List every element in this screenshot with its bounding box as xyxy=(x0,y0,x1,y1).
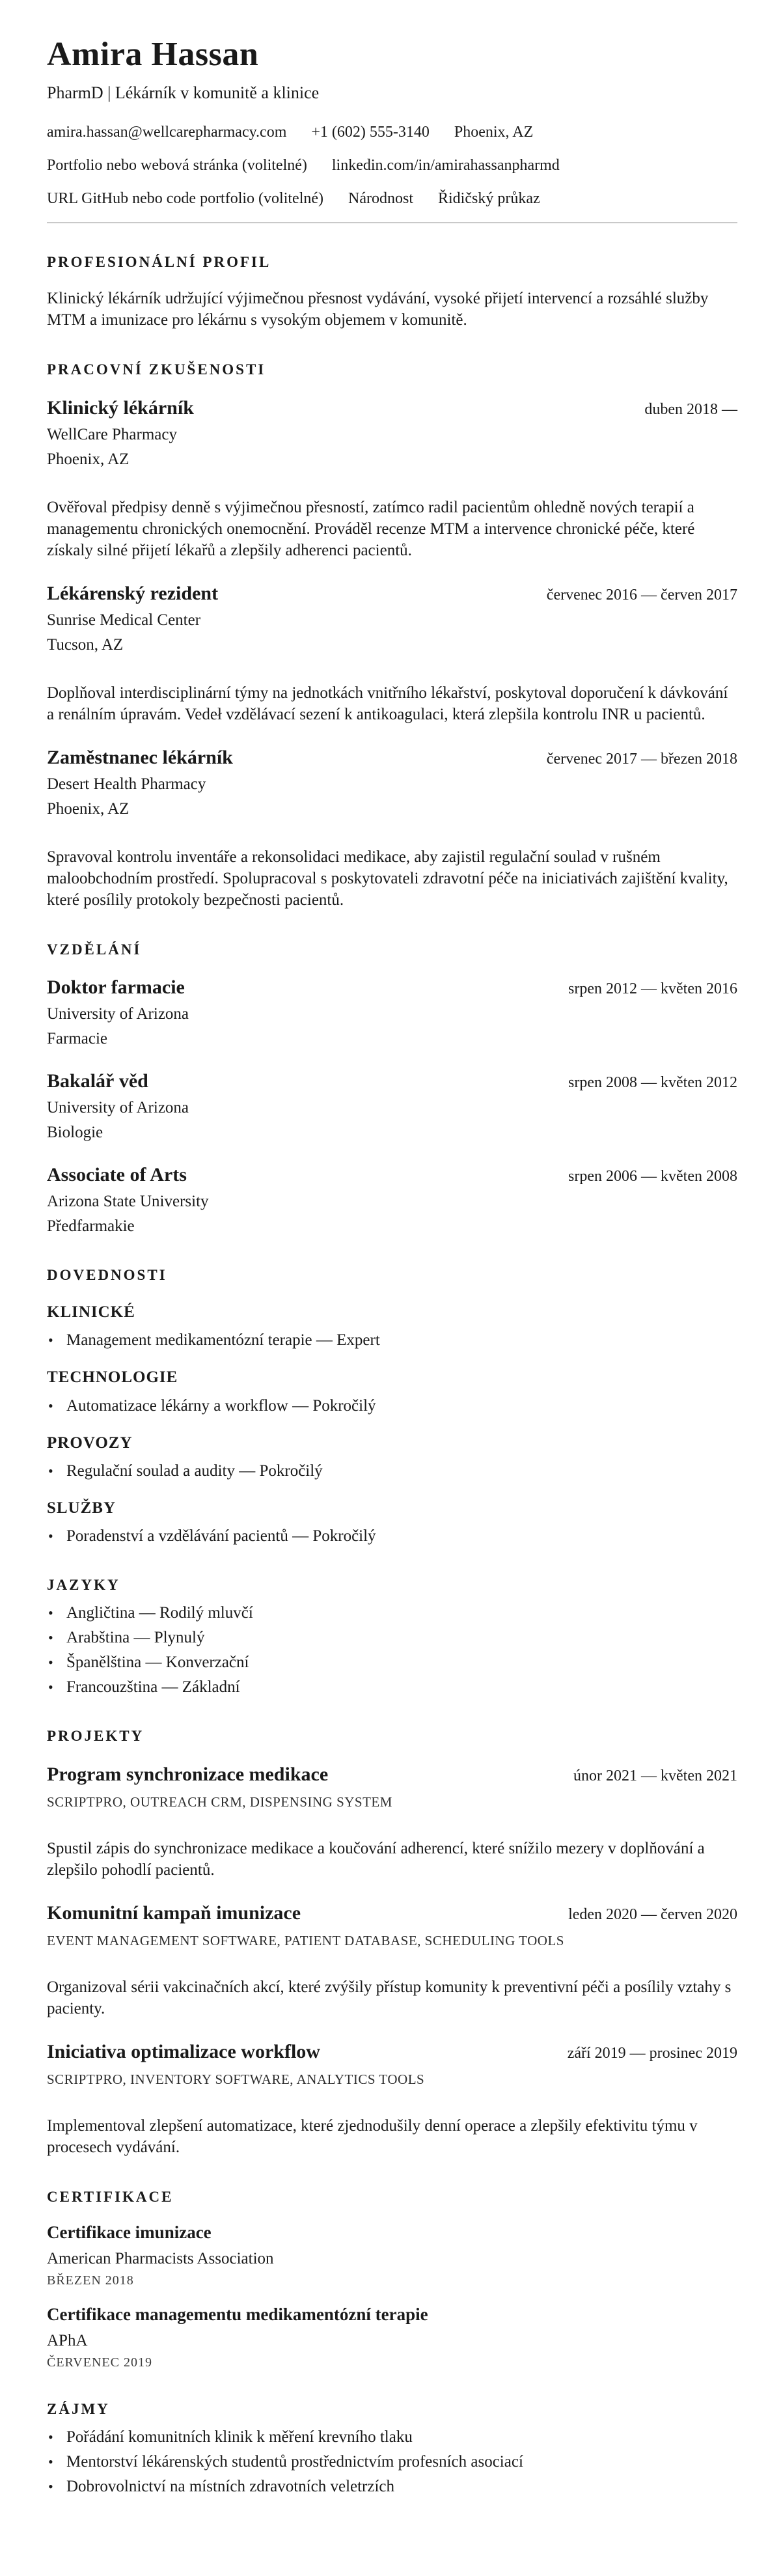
certification-entry xyxy=(47,2304,737,2370)
linkedin-text: linkedin.com/in/amirahassanpharmd xyxy=(331,156,560,174)
job-location: Phoenix, AZ xyxy=(47,799,130,818)
experience-heading: PRACOVNÍ ZKUŠENOSTI xyxy=(47,361,266,378)
project-header xyxy=(47,1902,737,1925)
degree-header xyxy=(47,1070,737,1093)
skill-group-operations: PROVOZY xyxy=(47,1433,133,1452)
job-entry xyxy=(47,746,737,911)
degree-dates: srpen 2012 — květen 2016 xyxy=(568,980,737,998)
section-interests xyxy=(47,2400,737,2497)
degree-entry xyxy=(47,1163,737,1236)
email-text: amira.hassan@wellcarepharmacy.com xyxy=(47,123,287,141)
project-description: Implementoval zlepšení automatizace, které zjednodušily denní operace a zlepšily efektivitu týmu v procesech vydávání. xyxy=(47,2116,698,2156)
job-title: Zaměstnanec lékárník xyxy=(47,746,233,768)
project-tools: EVENT MANAGEMENT SOFTWARE, PATIENT DATABASE, SCHEDULING TOOLS xyxy=(47,1932,564,1948)
skill-item: • Regulační soulad a audity — Pokročilý xyxy=(47,1461,737,1481)
contact-row-2 xyxy=(47,156,737,176)
contact-row-3 xyxy=(47,189,737,209)
certification-date: BŘEZEN 2018 xyxy=(47,2273,134,2288)
person-headline: PharmD | Lékárník v komunitě a klinice xyxy=(47,83,320,102)
project-dates: leden 2020 — červen 2020 xyxy=(568,1905,737,1923)
job-header xyxy=(47,396,737,420)
job-description: Ověřoval předpisy denně s výjimečnou přesností, zatímco radil pacientům ohledně nových terapií a managementu chronických onemocnění. Prováděl recenze MTM a intervence chronické péče, které získaly silné přijetí lékařů a zlepšily adherenci pacientů. xyxy=(47,498,695,559)
language-item: • Arabština — Plynulý xyxy=(47,1627,737,1648)
skill-item: • Poradenství a vzdělávání pacientů — Pokročilý xyxy=(47,1526,737,1546)
project-title: Iniciativa optimalizace workflow xyxy=(47,2040,320,2062)
project-description: Spustil zápis do synchronizace medikace a koučování adherencí, které snížilo mezery v doplňování a zlepšilo pohodlí pacientů. xyxy=(47,1839,705,1879)
profile-text: Klinický lékárník udržující výjimečnou přesnost vydávání, vysoké přijetí intervencí a rozsáhlé služby MTM a imunizace pro lékárnu s vysokým objemem v komunitě. xyxy=(47,289,709,329)
project-description: Organizoval sérii vakcinačních akcí, které zvýšily přístup komunity k preventivní péči a posílily vztahy s pacienty. xyxy=(47,1978,732,2017)
section-profile xyxy=(47,253,737,331)
job-location: Phoenix, AZ xyxy=(47,450,130,468)
skill-list xyxy=(47,1330,737,1350)
job-dates: duben 2018 — xyxy=(644,400,737,418)
project-entry xyxy=(47,2040,737,2158)
degree-dates: srpen 2008 — květen 2012 xyxy=(568,1074,737,1092)
skill-item: • Management medikamentózní terapie — Expert xyxy=(47,1330,737,1350)
resume-header xyxy=(47,35,737,223)
education-heading: VZDĚLÁNÍ xyxy=(47,941,142,958)
job-header xyxy=(47,582,737,605)
degree-title: Associate of Arts xyxy=(47,1164,187,1186)
github-placeholder-text: URL GitHub nebo code portfolio (volitelné) xyxy=(47,189,324,207)
certification-title: Certifikace managementu medikamentózní terapie xyxy=(47,2305,428,2325)
job-entry xyxy=(47,396,737,561)
skill-item: • Automatizace lékárny a workflow — Pokročilý xyxy=(47,1396,737,1416)
profile-heading: PROFESIONÁLNÍ PROFIL xyxy=(47,254,271,271)
skill-list xyxy=(47,1461,737,1481)
language-item: • Španělština — Konverzační xyxy=(47,1652,737,1672)
phone-text: +1 (602) 555-3140 xyxy=(311,123,430,141)
interest-list xyxy=(47,2427,737,2497)
person-name: Amira Hassan xyxy=(47,36,259,73)
degree-dates: srpen 2006 — květen 2008 xyxy=(568,1168,737,1185)
section-certifications xyxy=(47,2188,737,2370)
project-entry xyxy=(47,1763,737,1881)
certification-entry xyxy=(47,2222,737,2288)
section-projects xyxy=(47,1727,737,2158)
job-entry xyxy=(47,582,737,725)
certification-issuer: American Pharmacists Association xyxy=(47,2250,274,2268)
skill-group-clinical: KLINICKÉ xyxy=(47,1303,135,1322)
degree-field: Biologie xyxy=(47,1124,103,1142)
degree-entry xyxy=(47,1070,737,1143)
job-description: Spravoval kontrolu inventáře a rekonsolidaci medikace, aby zajistil regulační soulad v rušném maloobchodním prostředí. Spolupracoval s poskytovateli zdravotní péče na iniciativách zajištění kvality, které posílily protokoly bezpečnosti pacientů. xyxy=(47,848,728,909)
job-title: Klinický lékárník xyxy=(47,396,194,419)
section-skills xyxy=(47,1266,737,1546)
projects-heading: PROJEKTY xyxy=(47,1727,144,1744)
language-list xyxy=(47,1603,737,1697)
section-experience xyxy=(47,361,737,911)
drivers-license-text: Řidičský průkaz xyxy=(438,189,540,207)
interest-item: • Mentorství lékárenských studentů prostřednictvím profesních asociací xyxy=(47,2452,737,2472)
project-title: Program synchronizace medikace xyxy=(47,1763,329,1785)
contact-row-1 xyxy=(47,122,737,143)
degree-entry xyxy=(47,976,737,1049)
job-title: Lékárenský rezident xyxy=(47,582,219,604)
project-entry xyxy=(47,1902,737,2019)
job-company: WellCare Pharmacy xyxy=(47,425,177,443)
degree-field: Předfarmakie xyxy=(47,1217,135,1236)
degree-school: University of Arizona xyxy=(47,1099,189,1117)
skill-group-services: SLUŽBY xyxy=(47,1499,116,1517)
project-header xyxy=(47,1763,737,1786)
job-dates: červenec 2017 — březen 2018 xyxy=(546,750,737,768)
job-header xyxy=(47,746,737,769)
certification-title: Certifikace imunizace xyxy=(47,2223,212,2243)
section-languages xyxy=(47,1576,737,1697)
skill-list xyxy=(47,1526,737,1546)
certifications-heading: CERTIFIKACE xyxy=(47,2188,174,2205)
project-dates: září 2019 — prosinec 2019 xyxy=(567,2044,737,2062)
section-education xyxy=(47,941,737,1237)
job-description: Doplňoval interdisciplinární týmy na jednotkách vnitřního lékařství, poskytoval doporučení k dávkování a renálním úpravám. Vedeł vzdělávací sezení k antikoagulaci, která zlepšila kontrolu INR u pacientů. xyxy=(47,684,728,723)
project-title: Komunitní kampaň imunizace xyxy=(47,1902,301,1924)
certification-issuer: APhA xyxy=(47,2331,88,2349)
job-location: Tucson, AZ xyxy=(47,635,124,654)
skill-list xyxy=(47,1396,737,1416)
job-company: Sunrise Medical Center xyxy=(47,611,201,629)
project-dates: únor 2021 — květen 2021 xyxy=(573,1767,737,1784)
nationality-text: Národnost xyxy=(348,189,413,207)
header-divider xyxy=(47,222,737,223)
project-header xyxy=(47,2040,737,2064)
project-tools: SCRIPTPRO, OUTREACH CRM, DISPENSING SYSTEM xyxy=(47,1794,392,1810)
interest-item: • Pořádání komunitních klinik k měření krevního tlaku xyxy=(47,2427,737,2447)
location-text: Phoenix, AZ xyxy=(454,123,534,141)
job-dates: červenec 2016 — červen 2017 xyxy=(546,586,737,603)
job-company: Desert Health Pharmacy xyxy=(47,775,206,793)
degree-field: Farmacie xyxy=(47,1030,108,1048)
skills-heading: DOVEDNOSTI xyxy=(47,1267,167,1284)
portfolio-placeholder-text: Portfolio nebo webová stránka (volitelné) xyxy=(47,156,307,174)
degree-school: Arizona State University xyxy=(47,1193,209,1211)
project-tools: SCRIPTPRO, INVENTORY SOFTWARE, ANALYTICS TOOLS xyxy=(47,2071,425,2087)
interests-heading: ZÁJMY xyxy=(47,2400,110,2417)
language-item: • Francouzština — Základní xyxy=(47,1677,737,1697)
skill-group-technology: TECHNOLOGIE xyxy=(47,1368,178,1387)
degree-header xyxy=(47,1163,737,1187)
interest-item: • Dobrovolnictví na místních zdravotních veletrzích xyxy=(47,2476,737,2497)
certification-date: ČERVENEC 2019 xyxy=(47,2355,152,2370)
degree-header xyxy=(47,976,737,999)
languages-heading: JAZYKY xyxy=(47,1577,120,1594)
degree-school: University of Arizona xyxy=(47,1005,189,1023)
language-item: • Angličtina — Rodilý mluvčí xyxy=(47,1603,737,1623)
degree-title: Doktor farmacie xyxy=(47,976,185,999)
degree-title: Bakalář věd xyxy=(47,1070,148,1092)
